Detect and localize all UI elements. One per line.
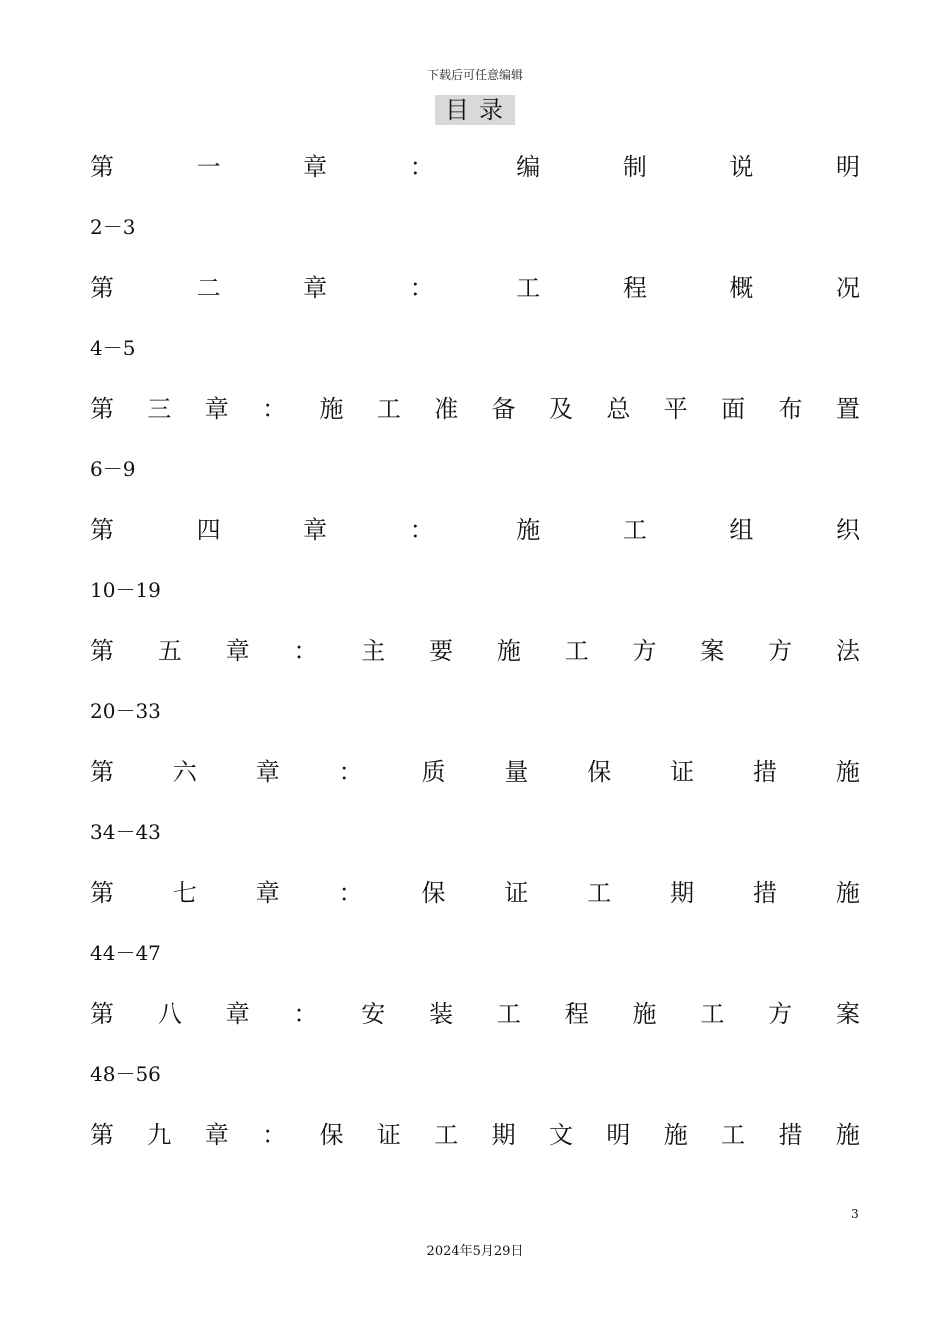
toc-page-range: 2－3: [90, 215, 136, 239]
toc-chapter-char: 六: [172, 758, 197, 786]
toc-chapter-char: 况: [835, 274, 860, 302]
toc-chapter-char: 面: [721, 395, 746, 423]
toc-chapter-char: 工: [622, 516, 647, 544]
toc-chapter-char: ：: [409, 153, 434, 181]
toc-chapter-char: 七: [172, 879, 197, 907]
toc-chapter-char: 要: [429, 637, 454, 665]
toc-chapter-char: 工: [376, 395, 401, 423]
toc-chapter-char: 工: [516, 274, 541, 302]
toc-chapter-char: 章: [255, 879, 280, 907]
toc-page-range: 6－9: [90, 457, 136, 481]
toc-chapter-char: 施: [835, 1121, 860, 1149]
toc-chapter-char: 施: [835, 879, 860, 907]
toc-chapter-char: ：: [293, 637, 318, 665]
toc-chapter-char: 组: [729, 516, 754, 544]
toc-chapter-char: 质: [421, 758, 446, 786]
toc-chapter-char: 第: [90, 153, 114, 181]
page-number: 3: [851, 1207, 859, 1221]
toc-chapter-char: 章: [225, 637, 250, 665]
toc-page-range: 20－33: [90, 699, 161, 723]
toc-chapter-char: ：: [293, 1000, 318, 1028]
toc-chapter-char: 总: [606, 395, 631, 423]
toc-chapter-char: 工: [564, 637, 589, 665]
toc-chapter-char: 第: [90, 274, 114, 302]
toc-chapter-char: 备: [491, 395, 516, 423]
toc-chapter-char: 保: [587, 758, 612, 786]
toc-chapter-char: 施: [319, 395, 344, 423]
toc-chapter-title: [90, 509, 860, 551]
toc-entry[interactable]: [90, 146, 860, 245]
toc-chapter-char: 第: [90, 1121, 114, 1149]
toc-chapter-char: ：: [338, 879, 363, 907]
toc-chapter-char: 施: [496, 637, 521, 665]
toc-chapter-char: 概: [729, 274, 754, 302]
toc-chapter-title: [90, 146, 860, 188]
toc-chapter-char: 三: [147, 395, 172, 423]
toc-chapter-char: 章: [204, 395, 229, 423]
toc-chapter-char: 明: [606, 1121, 631, 1149]
toc-chapter-char: ：: [262, 1121, 287, 1149]
toc-entry[interactable]: [90, 1114, 860, 1156]
toc-chapter-char: 措: [753, 879, 777, 907]
toc-chapter-char: 施: [835, 758, 860, 786]
toc-chapter-char: 章: [303, 153, 328, 181]
toc-chapter-char: 期: [491, 1121, 516, 1149]
toc-chapter-char: 置: [835, 395, 860, 423]
page-header-note: 下载后可任意编辑: [426, 68, 523, 82]
toc-chapter-char: 措: [753, 758, 777, 786]
toc-chapter-char: 准: [434, 395, 459, 423]
toc-chapter-char: 量: [504, 758, 529, 786]
toc-entry[interactable]: [90, 751, 860, 850]
toc-chapter-char: 二: [196, 274, 221, 302]
toc-page-range: 10－19: [90, 578, 161, 602]
toc-chapter-char: 方: [632, 637, 657, 665]
toc-chapter-title: [90, 993, 860, 1035]
toc-chapter-char: ：: [409, 516, 434, 544]
toc-chapter-char: 章: [204, 1121, 229, 1149]
toc-entry[interactable]: [90, 993, 860, 1092]
toc-chapter-char: 保: [421, 879, 446, 907]
toc-page-range: 44－47: [90, 941, 161, 965]
toc-entry[interactable]: [90, 630, 860, 729]
toc-chapter-char: 措: [778, 1121, 803, 1149]
toc-chapter-char: 工: [700, 1000, 725, 1028]
toc-chapter-char: 案: [835, 1000, 860, 1028]
toc-chapter-char: 施: [632, 1000, 657, 1028]
toc-chapter-char: 方: [768, 1000, 793, 1028]
toc-chapter-title: [90, 388, 860, 430]
toc-chapter-title: [90, 872, 860, 914]
toc-chapter-char: 工: [434, 1121, 459, 1149]
toc-chapter-char: 案: [700, 637, 725, 665]
toc-chapter-char: 工: [587, 879, 612, 907]
toc-chapter-char: 期: [670, 879, 695, 907]
toc-chapter-char: 五: [157, 637, 182, 665]
toc-chapter-title: [90, 751, 860, 793]
toc-chapter-char: 章: [255, 758, 280, 786]
toc-chapter-char: 方: [768, 637, 793, 665]
toc-title: 目录: [435, 95, 515, 125]
toc-chapter-char: 证: [376, 1121, 401, 1149]
toc-title-wrapper: [0, 95, 950, 125]
toc-chapter-char: ：: [262, 395, 287, 423]
toc-chapter-char: 章: [303, 516, 328, 544]
toc-page-range: 4－5: [90, 336, 136, 360]
toc-chapter-char: 证: [670, 758, 695, 786]
toc-chapter-char: 安: [361, 1000, 386, 1028]
toc-chapter-char: 布: [778, 395, 803, 423]
toc-chapter-char: 及: [549, 395, 573, 423]
toc-chapter-char: 编: [516, 153, 541, 181]
toc-chapter-title: [90, 630, 860, 672]
toc-chapter-char: 第: [90, 879, 114, 907]
toc-chapter-char: 第: [90, 1000, 114, 1028]
toc-chapter-char: 八: [157, 1000, 182, 1028]
footer-date: 2024年5月29日: [426, 1244, 524, 1259]
toc-chapter-char: 工: [496, 1000, 521, 1028]
toc-chapter-char: 章: [225, 1000, 250, 1028]
toc-entry[interactable]: [90, 267, 860, 366]
toc-chapter-char: 程: [564, 1000, 589, 1028]
toc-chapter-char: 证: [504, 879, 529, 907]
toc-chapter-char: 第: [90, 516, 114, 544]
toc-chapter-char: 主: [361, 637, 386, 665]
toc-chapter-char: 法: [835, 637, 860, 665]
toc-page-range: 48－56: [90, 1062, 161, 1086]
toc-chapter-title: [90, 267, 860, 309]
toc-chapter-title: [90, 1114, 860, 1156]
toc-entry[interactable]: [90, 509, 860, 608]
toc-chapter-char: ：: [338, 758, 363, 786]
toc-chapter-char: 第: [90, 395, 114, 423]
toc-chapter-char: 说: [729, 153, 754, 181]
toc-chapter-char: 织: [835, 516, 860, 544]
toc-chapter-char: 保: [319, 1121, 344, 1149]
toc-chapter-char: 章: [303, 274, 328, 302]
toc-chapter-char: 施: [663, 1121, 688, 1149]
toc-chapter-char: 平: [663, 395, 688, 423]
toc-chapter-char: 程: [622, 274, 647, 302]
toc-chapter-char: 工: [721, 1121, 746, 1149]
toc-chapter-char: 第: [90, 758, 114, 786]
table-of-contents: [90, 146, 860, 1177]
toc-chapter-char: 一: [196, 153, 221, 181]
toc-page-range: 34－43: [90, 820, 161, 844]
toc-chapter-char: 装: [429, 1000, 454, 1028]
toc-chapter-char: 四: [196, 516, 221, 544]
toc-entry[interactable]: [90, 388, 860, 487]
toc-chapter-char: 施: [516, 516, 541, 544]
toc-chapter-char: 明: [835, 153, 860, 181]
toc-chapter-char: 文: [549, 1121, 573, 1149]
toc-chapter-char: 第: [90, 637, 114, 665]
toc-chapter-char: 制: [622, 153, 647, 181]
toc-chapter-char: ：: [409, 274, 434, 302]
toc-entry[interactable]: [90, 872, 860, 971]
toc-chapter-char: 九: [147, 1121, 172, 1149]
